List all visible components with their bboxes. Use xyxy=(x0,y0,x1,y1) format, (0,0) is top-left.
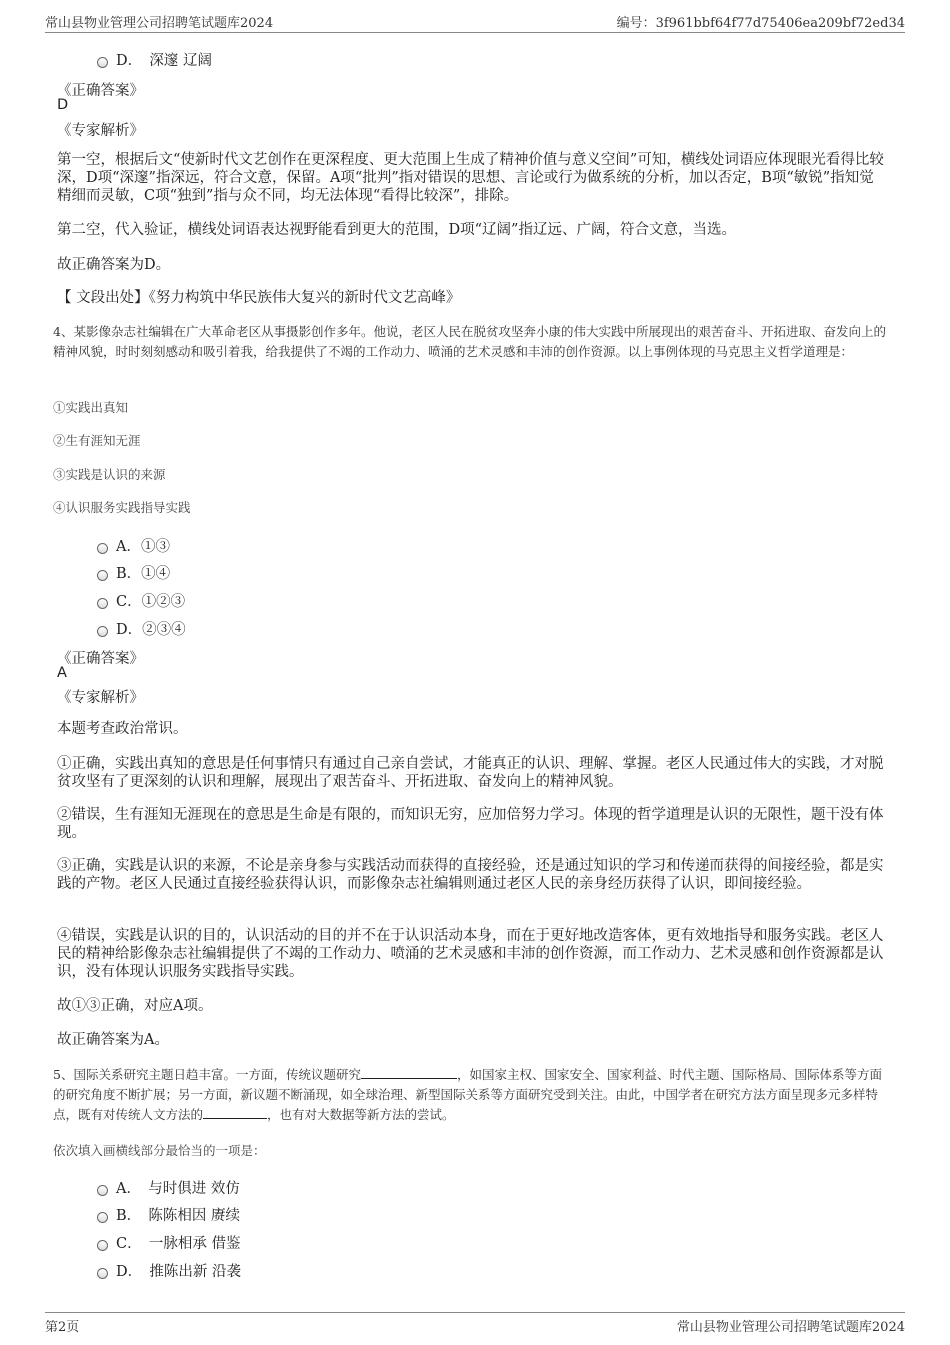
q4-option-d[interactable]: D．②③④ xyxy=(97,618,186,639)
q5-prompt: 依次填入画横线部分最恰当的一项是： xyxy=(53,1143,266,1158)
q4-analysis-para-7: 故正确答案为A。 xyxy=(57,1032,169,1048)
radio-icon[interactable] xyxy=(97,598,108,609)
q4-analysis-label: 《专家解析》 xyxy=(57,690,144,706)
q4-option-b[interactable]: B．①④ xyxy=(97,562,170,583)
radio-icon[interactable] xyxy=(97,1185,108,1196)
q3-analysis-label: 《专家解析》 xyxy=(57,123,144,139)
q5-blank-1 xyxy=(361,1066,457,1079)
q4-analysis-para-5: ④错误，实践是认识的目的，认识活动的目的并不在于认识活动本身，而在于更好地改造客体，更有效地指导和服务实践。老区人民的精神给影像杂志社编辑提供了不竭的工作动力、喷涌的艺术灵感和丰沛的创作资源，而工作动力、艺术灵感和创作资源都是认识，没有体现认识服务实践指导实践。 xyxy=(57,928,884,980)
q4-statement-2: ②生有涯知无涯 xyxy=(53,433,141,448)
q4-answer: A xyxy=(57,665,67,681)
page-number: 第2页 xyxy=(45,1320,80,1335)
q5-option-d[interactable]: D． 推陈出新 沿袭 xyxy=(97,1260,241,1281)
q4-analysis-para-4: ③正确，实践是认识的来源，不论是亲身参与实践活动而获得的直接经验，还是通过知识的学习和传递而获得的间接经验，都是实践的产物。老区人民通过直接经验获得认识，而影像杂志社编辑则通过老区人民的亲身经历获得了认识，即间接经验。 xyxy=(57,858,884,892)
q3-source: 【 文段出处】《努力构筑中华民族伟大复兴的新时代文艺高峰》 xyxy=(57,290,461,306)
q3-option-d[interactable]: D． 深邃 辽阔 xyxy=(97,49,212,70)
radio-icon[interactable] xyxy=(97,1212,108,1223)
q4-analysis-para-6: 故①③正确，对应A项。 xyxy=(57,998,213,1014)
q3-answer: D xyxy=(57,97,69,113)
page-footer xyxy=(45,1312,905,1335)
footer-title: 常山县物业管理公司招聘笔试题库2024 xyxy=(676,1320,905,1335)
q5-stem: 5、国际关系研究主题日趋丰富。一方面，传统议题研究 ，如国家主权、国家安全、国家利益、时代主题、国际格局、国际体系等方面的研究角度不断扩展；另一方面，新议题不断涌现，如全球治理、新型国际关系等方面研究受到关注。由此，中国学者在研究方法方面呈现多元多样特点，既有对传统人文方法的 ，也有对大数据等新方法的尝试。 xyxy=(53,1067,882,1122)
q3-analysis-para-3: 故正确答案为D。 xyxy=(57,257,171,273)
q5-option-a[interactable]: A． 与时俱进 效仿 xyxy=(97,1177,240,1198)
q4-option-a[interactable]: A．①③ xyxy=(97,535,170,556)
q5-option-c[interactable]: C． 一脉相承 借鉴 xyxy=(97,1232,240,1253)
q5-option-b[interactable]: B． 陈陈相因 赓续 xyxy=(97,1204,240,1225)
q4-analysis-para-2: ①正确，实践出真知的意思是任何事情只有通过自己亲自尝试，才能真正的认识、理解、掌握。老区人民通过伟大的实践，才对脱贫攻坚有了更深刻的认识和理解，展现出了艰苦奋斗、开拓进取、奋发向上的精神风貌。 xyxy=(57,756,884,790)
q4-statement-1: ①实践出真知 xyxy=(53,400,129,415)
q4-analysis-para-1: 本题考查政治常识。 xyxy=(57,721,188,737)
q3-analysis-para-2: 第二空，代入验证，横线处词语表达视野能看到更大的范围，D项“辽阔”指辽远、广阔，符合文意，当选。 xyxy=(57,222,736,238)
radio-icon[interactable] xyxy=(97,57,108,68)
radio-icon[interactable] xyxy=(97,626,108,637)
q3-analysis-para-1: 第一空，根据后文“使新时代文艺创作在更深程度、更大范围上生成了精神价值与意义空间”可知，横线处词语应体现眼光看得比较深，D项“深邃”指深远，符合文意，保留。A项“批判”指对错误的思想、言论或行为做系统的分析，加以否定，B项“敏锐”指知觉精细而灵敏，C项“独到”指与众不同，均无法体现“看得比较深”，排除。 xyxy=(57,152,884,204)
q5-blank-2 xyxy=(203,1106,267,1119)
q4-analysis-para-3: ②错误，生有涯知无涯现在的意思是生命是有限的，而知识无穷，应加倍努力学习。体现的哲学道理是认识的无限性，题干没有体现。 xyxy=(57,807,884,841)
q3-answer-label: 《正确答案》 xyxy=(57,83,144,99)
header-serial: 编号：3f961bbf64f77d75406ea209bf72ed34 xyxy=(616,16,905,31)
radio-icon[interactable] xyxy=(97,1268,108,1279)
q4-statement-3: ③实践是认识的来源 xyxy=(53,467,166,482)
q4-statement-4: ④认识服务实践指导实践 xyxy=(53,500,191,515)
q4-option-c[interactable]: C．①②③ xyxy=(97,590,185,611)
page-header xyxy=(45,12,905,33)
q4-answer-label: 《正确答案》 xyxy=(57,651,144,667)
header-title: 常山县物业管理公司招聘笔试题库2024 xyxy=(45,16,274,31)
radio-icon[interactable] xyxy=(97,1240,108,1251)
radio-icon[interactable] xyxy=(97,543,108,554)
radio-icon[interactable] xyxy=(97,570,108,581)
q4-stem: 4、某影像杂志社编辑在广大革命老区从事摄影创作多年。他说，老区人民在脱贫攻坚奔小康的伟大实践中所展现出的艰苦奋斗、开拓进取、奋发向上的精神风貌，时时刻刻感动和吸引着我，给我提供了不竭的工作动力、喷涌的艺术灵感和丰沛的创作资源。以上事例体现的马克思主义哲学道理是： xyxy=(53,324,886,359)
